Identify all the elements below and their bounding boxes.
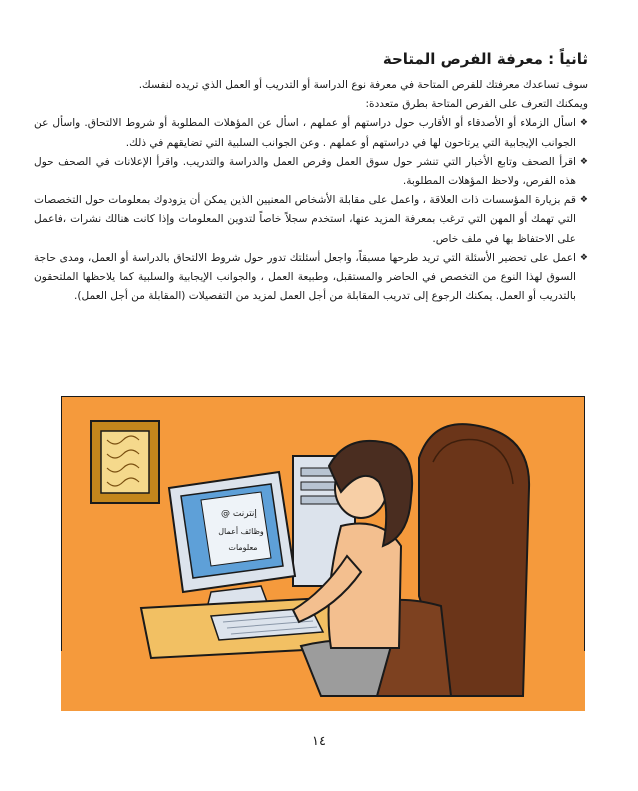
section-title: ثانياً : معرفة الفرص المتاحة: [382, 50, 588, 68]
bullet-text: قم بزيارة المؤسسات ذات العلاقة ، واعمل على مقابلة الأشخاص المعنيين الذين يمكن أن يزودوك بمعلومات حول التخصصات التي تهمك أو المهن التي ترغب بمعرفة المزيد عنها، استخدم سجلاً خاصاً لتدوين المعلومات وإذا كانت هنالك نشرات ،فاعمل على الاحتفاظ بها في ملف خاص.: [34, 194, 576, 245]
screen-text-jobs: وظائف أعمال: [218, 527, 264, 536]
diamond-bullet-icon: ❖: [579, 195, 588, 206]
bullet-item-read-newspapers: [34, 153, 588, 191]
bullet-item-prepare-questions: [34, 249, 588, 307]
illustration-girl-at-computer: [61, 396, 585, 711]
bullet-text: اسأل الزملاء أو الأصدقاء أو الأقارب حول دراستهم أو عملهم ، اسأل عن المؤهلات المطلوبة أو شروط الالتحاق. واسأل عن الجوانب الإيجابية التي يرتاحون لها في دراستهم أو عملهم . وعن الجوانب السلبية التي تضايقهم في ذلك.: [34, 117, 576, 149]
page-number: ١٤: [312, 734, 326, 749]
bullet-item-visit-institutions: [34, 191, 588, 249]
bullet-item-ask-friends: [34, 114, 588, 152]
diamond-bullet-icon: ❖: [579, 118, 588, 129]
screen-text-information: معلومات: [228, 543, 258, 552]
intro-line-1: سوف تساعدك معرفتك للفرص المتاحة في معرفة نوع الدراسة أو التدريب أو العمل الذي تريده لنفسك.: [138, 79, 588, 91]
bullet-list: [34, 114, 588, 306]
wall-picture-frame: [91, 421, 159, 503]
diamond-bullet-icon: ❖: [579, 156, 588, 167]
intro-line-2: ويمكنك التعرف على الفرص المتاحة بطرق متعددة:: [365, 98, 588, 111]
diamond-bullet-icon: ❖: [579, 252, 588, 263]
bullet-text: اقرأ الصحف وتابع الأخبار التي تنشر حول سوق العمل وفرص العمل والدراسة والتدريب. واقرأ الإعلانات في الصحف حول هذه الفرص، ولاحظ المؤهلات المطلوبة.: [34, 155, 576, 188]
screen-text-internet: إنترنت @: [221, 509, 257, 519]
body-text: [34, 76, 588, 306]
bullet-text: اعمل على تحضير الأسئلة التي تريد طرحها مسبقاً، واجعل أسئلتك تدور حول شروط الالتحاق بالدراسة أو العمل، ومدى حاجة السوق لهذا النوع من التخصص في الحاضر والمستقبل، وطبيعة العمل ، والجوانب الإيجابية والسلبية كما يلاحظها الملتحقون بالتدريب أو العمل. يمكنك الرجوع إلى تدريب المقابلة من أجل العمل لمزيد من التفصيلات (المقابلة من أجل العمل).: [34, 251, 576, 303]
